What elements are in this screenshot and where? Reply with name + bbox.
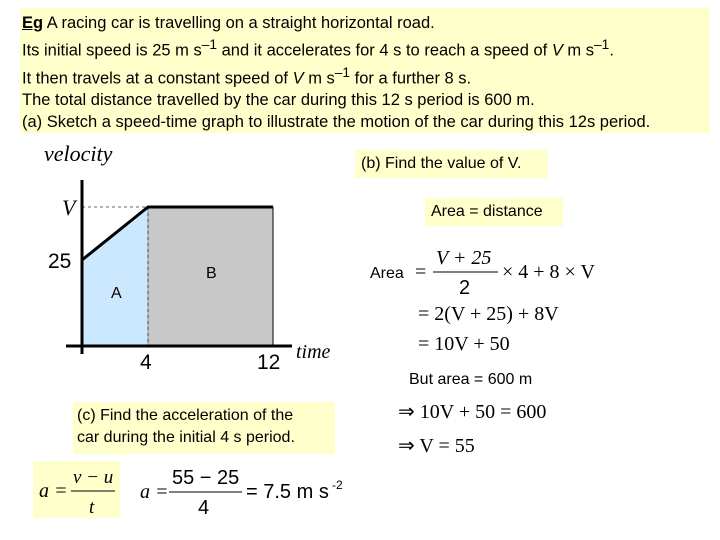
calc-a: a = xyxy=(140,481,169,503)
eq1-numerator: V + 25 xyxy=(436,247,492,269)
part-c-line-1: (c) Find the acceleration of the xyxy=(77,407,294,424)
calc-sup: -2 xyxy=(332,478,343,492)
eq1-denominator: 2 xyxy=(459,277,471,299)
v-label: V xyxy=(62,195,76,220)
formula-numerator: v − u xyxy=(73,467,114,488)
l2a: Its initial speed is 25 m s xyxy=(22,41,202,60)
problem-line-5: (a) Sketch a speed-time graph to illustrate the motion of the car during this 12s period. xyxy=(22,113,651,131)
eq2: = 2(V + 25) + 8V xyxy=(418,303,559,325)
implies-2: ⇒ V = 55 xyxy=(398,435,475,457)
l2v: V xyxy=(551,41,563,60)
l2sup1: –1 xyxy=(201,37,218,52)
x-tick-4: 4 xyxy=(140,351,152,374)
l2b: and it accelerates for 4 s to reach a speed of xyxy=(217,41,552,60)
l3v: V xyxy=(292,69,304,87)
y-axis-label: velocity xyxy=(44,141,113,166)
region-a-label: A xyxy=(111,285,122,302)
implies-1: ⇒ 10V + 50 = 600 xyxy=(398,401,547,423)
formula-a: a = xyxy=(39,480,68,502)
eq3: = 10V + 50 xyxy=(418,333,510,355)
problem-line-4: The total distance travelled by the car during this 12 s period is 600 m. xyxy=(22,91,535,109)
region-a xyxy=(82,207,148,346)
formula-denominator: t xyxy=(89,497,95,518)
l3b: m s xyxy=(303,69,335,87)
l2sup2: –1 xyxy=(594,37,610,52)
area-word: Area xyxy=(370,265,404,282)
l2d: . xyxy=(609,41,614,60)
eq1-tail: × 4 + 8 × V xyxy=(502,261,595,283)
formula-box xyxy=(33,461,120,518)
part-c-line-2: car during the initial 4 s period. xyxy=(77,429,295,446)
formula-svg xyxy=(33,461,120,518)
region-b-label: B xyxy=(206,265,217,282)
calc-result: = 7.5 m s xyxy=(246,481,329,503)
l3c: for a further 8 s. xyxy=(350,69,472,87)
y-tick-25: 25 xyxy=(48,250,72,273)
problem-line-1-text: A racing car is travelling on a straight horizontal road. xyxy=(46,14,435,32)
calc-numerator: 55 − 25 xyxy=(172,467,240,489)
x-tick-12: 12 xyxy=(257,351,281,374)
but-area-text: But area = 600 m xyxy=(409,371,533,388)
calc-denominator: 4 xyxy=(198,497,210,519)
part-b-question: (b) Find the value of V. xyxy=(355,150,548,178)
l3sup: –1 xyxy=(334,64,351,80)
eg-label: Eg xyxy=(22,14,44,32)
l3a: It then travels at a constant speed of xyxy=(22,69,293,87)
part-c-question xyxy=(73,402,335,454)
eq1-equals: = xyxy=(415,261,427,283)
l2c: m s xyxy=(562,41,595,60)
x-axis-label: time xyxy=(296,341,331,363)
area-distance-label: Area = distance xyxy=(425,198,563,226)
